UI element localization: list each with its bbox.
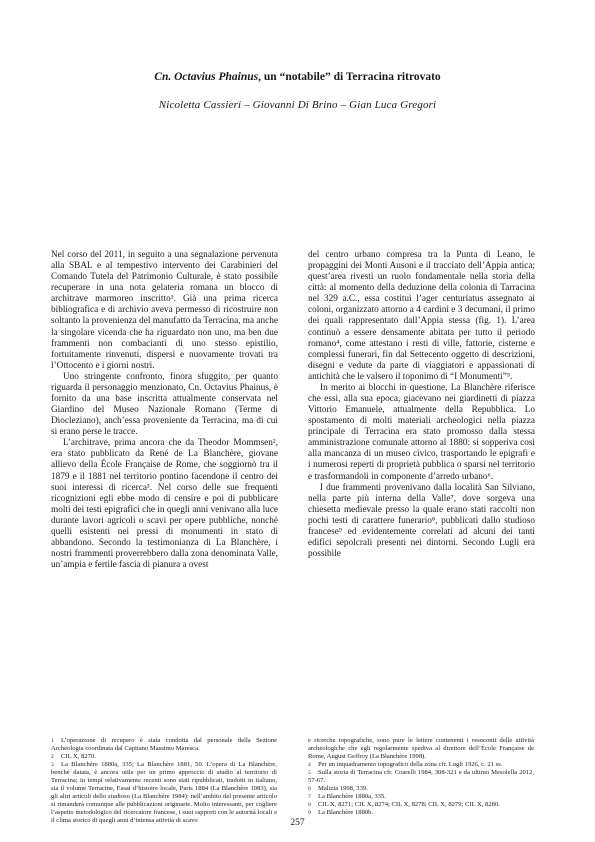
footnote-text: L’operazione di recupero è stata condotta dal personale della Sezione Archeologia coordinata dal Capitano Massimo Maresca. [51, 737, 277, 753]
footnotes-right [308, 737, 534, 817]
paragraph: Uno stringente confronto, finora sfuggito, per quanto riguarda il personaggio menzionato, Cn. Octavius Phainus, è fornito da una base inscritta attualmente conservata nel Giardino del Museo Nazionale Romano (Terme di Diocleziano), anch’essa proveniente da Terracina, ma di cui si erano perse le tracce. [51, 371, 278, 438]
footnote-number: 6 [308, 786, 311, 793]
footnote-text: CIL X, 8270. [61, 753, 96, 761]
paragraph: I due frammenti provenivano dalla località San Silviano, nella parte più interna della Valle⁷, dove sorgeva una chiesetta medievale presso la quale erano stati raccolti non pochi testi di carattere funerario⁸, pubblicati dallo studioso francese⁹ ed evidentemente correlati ad alcuni dei tanti edifici sepolcrali presenti nei dintorni. Secondo Lugli era possibile [308, 482, 535, 560]
footnote [308, 761, 534, 769]
paragraph: del centro urbano compresa tra la Punta di Leano, le propaggini dei Monti Ausoni e il tracciato dell’Appia antica; quest’area rivestì un ruolo fondamentale nella storia della città: al momento della deduzione della colonia di Tarracina nel 329 a.C., essa costituì l’ager centuriatus assegnato ai coloni, organizzato attorno a 4 cardini e 3 decumani, il primo dei quali rappresentato dall’Appia stessa (fig. 1). L’area continuò a essere densamente abitata per tutto il periodo romano⁴, come attestano i resti di ville, fattorie, cisterne e complessi funerari, fin dal Settecento oggetto di descrizioni, disegni e vedute da parte di viaggiatori e appassionati di antichità che le valsero il toponimo di “I Monumenti”⁵. [308, 250, 535, 382]
paragraph: Nel corso del 2011, in seguito a una segnalazione pervenuta alla SBAL e al tempestivo intervento dei Carabinieri del Comando Tutela del Patrimonio Culturale, è stato possibile recuperare in una nota gelateria romana un blocco di architrave marmoreo inscritto¹. Già una prima ricerca bibliografica e di archivio aveva permesso di ricostruire non soltanto la provenienza del manufatto da Terracina, ma anche la singolare vicenda che ha riguardato non uno, ma ben due frammenti non combacianti di uno stesso epistilio, fortuitamente rinvenuti, dispersi e nuovamente trovati tra l’Ottocento e i giorni nostri. [51, 250, 278, 371]
authors-line: Nicoletta Cassieri – Giovanni Di Brino – Gian Luca Gregori [158, 99, 437, 111]
footnote-text: CIL X, 8271; CIL X, 8274; CIL X, 8278; CIL X, 8279; CIL X, 8280. [318, 801, 500, 809]
footnote [51, 737, 277, 753]
paragraph: L’architrave, prima ancora che da Theodor Mommsen², era stato pubblicato da René de La Blanchère, giovane allievo della École Française de Rome, che soggiornò tra il 1879 e il 1881 nel territorio pontino facendone il centro dei suoi interessi di ricerca³. Nel corso delle sue frequenti ricognizioni egli ebbe modo di censire e poi di pubblicare molti dei testi epigrafici che in quegli anni venivano alla luce durante lavori agricoli o scavi per opere pubbliche, nonché quelli esistenti nei pressi di monumenti in stato di abbandono. Secondo la testimonianza di La Blanchère, i nostri frammenti proverrebbero dalla zona denominata Valle, un’ampia e fertile fascia di pianura a ovest [51, 438, 278, 571]
footnote [308, 785, 534, 793]
footnote-number: 4 [308, 762, 311, 769]
footnote-text: Malizia 1998, 339. [318, 785, 368, 793]
footnote [51, 753, 277, 761]
footnote-number: 7 [308, 794, 311, 801]
paragraph: In merito ai blocchi in questione, La Blanchère riferisce che essi, alla sua epoca, giacevano nei giardinetti di piazza Vittorio Emanuele, attualmente della Repubblica. Lo spostamento di molti materiali archeologici nella piazza principale di Terracina era stato promosso dalla stessa amministrazione comunale attorno al 1880: si sopperiva così alla mancanza di un museo civico, trasportando le epigrafi e i numerosi reperti di proprietà pubblica o sparsi nel territorio e trasformandoli in componente d’arredo urbano⁶. [308, 382, 535, 482]
footnote [308, 793, 534, 801]
footnote-number: 3 [51, 762, 54, 769]
footnote-number: 2 [51, 754, 54, 761]
footnote-text: e ricerche topografiche, sono pure le lettere contenenti i resoconti delle attività archeologiche che egli regolarmente spediva al direttore dell’École Française de Rome, August Geffroy (La Blanchère 1998). [308, 737, 534, 761]
footnote-number: 8 [308, 802, 311, 809]
title-rest: , un “notabile” di Terracina ritrovato [258, 71, 441, 83]
body-column-left [51, 250, 278, 571]
footnote-text: La Blanchère 1880a, 335. [318, 793, 386, 801]
title-italic: Cn. Octavius Phainus [154, 71, 259, 83]
footnote-text: La Blanchère 1880a, 335; La Blanchère 1881, 50. L’opera di La Blanchère, benché datata, è ancora utile per un primo approccio di studio al territorio di Terracina; in tempi relativamente recenti sono stati ripubblicati, tradotti in italiano, sia il volume Terracine, Essai d’histoire locale, Paris 1884 (La Blanchère 1983), sia gli altri articoli dello studioso (La Blanchère 1984): nell’ambito del presente articolo si rimanderà comunque alle pubblicazioni originarie. Molto interessanti, per cogliere l’aspetto metodologico del ricercatore francese, i suoi rapporti con le autorità locali e il clima storico di quegli anni d’intensa attività di scavo [51, 761, 277, 825]
footnote-number: 9 [308, 810, 311, 817]
footnote [308, 809, 534, 817]
footnote [308, 769, 534, 785]
footnote [308, 801, 534, 809]
footnote-text: La Blanchère 1880b. [318, 809, 374, 817]
footnote [308, 737, 534, 761]
footnote [51, 761, 277, 825]
article-title [0, 71, 595, 83]
footnote-number: 1 [51, 738, 54, 744]
footnote-text: Per un inquadramento topografico della zona cfr. Lugli 1926, c. 21 ss. [318, 761, 503, 769]
footnotes-left [51, 737, 277, 826]
footnote-text: Sulla storia di Terracina cfr. Coarelli 1984, 308-321 e da ultimo Mesolella 2012, 57-67. [308, 769, 534, 785]
page-number: 257 [290, 818, 305, 828]
body-column-right [308, 250, 535, 560]
footnote-number: 5 [308, 770, 311, 777]
